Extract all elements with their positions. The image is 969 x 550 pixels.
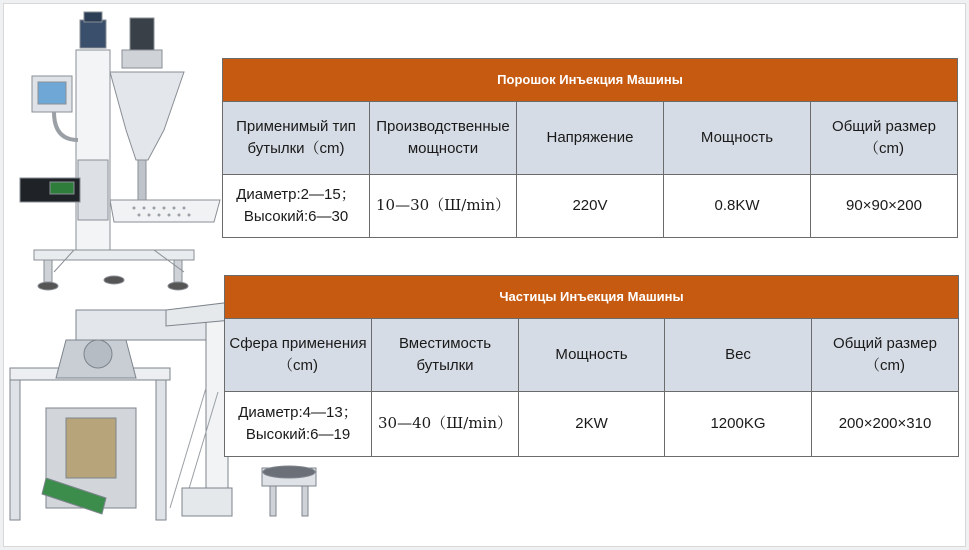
granule-header-power: Мощность (519, 319, 665, 392)
granule-header-application: Сфера применения（cm) (225, 319, 372, 392)
powder-value-bottle-type: Диаметр:2—15；Высокий:6—30 (223, 175, 370, 238)
granule-header-weight: Вес (665, 319, 812, 392)
powder-header-capacity: Производственные мощности (370, 102, 517, 175)
granule-value-bottle-capacity: 30—40（Ш/min） (372, 392, 519, 457)
powder-value-size: 90×90×200 (811, 175, 958, 238)
granule-value-power: 2KW (519, 392, 665, 457)
powder-machine-table (222, 58, 958, 238)
granule-header-size: Общий размер（cm) (812, 319, 959, 392)
granule-table-title: Частицы Инъекция Машины (225, 276, 959, 319)
powder-value-voltage: 220V (517, 175, 664, 238)
granule-header-bottle-capacity: Вместимость бутылки (372, 319, 519, 392)
powder-value-capacity: 10—30（Ш/min） (370, 175, 517, 238)
granule-value-weight: 1200KG (665, 392, 812, 457)
granule-value-size: 200×200×310 (812, 392, 959, 457)
powder-value-power: 0.8KW (664, 175, 811, 238)
powder-header-size: Общий размер（cm) (811, 102, 958, 175)
granule-machine-table (224, 275, 959, 457)
powder-filling-machine-image (14, 10, 222, 295)
powder-header-power: Мощность (664, 102, 811, 175)
powder-table-title: Порошок Инъекция Машины (223, 59, 958, 102)
granule-value-application: Диаметр:4—13；Высокий:6—19 (225, 392, 372, 457)
powder-header-bottle-type: Применимый тип бутылки（cm) (223, 102, 370, 175)
powder-header-voltage: Напряжение (517, 102, 664, 175)
